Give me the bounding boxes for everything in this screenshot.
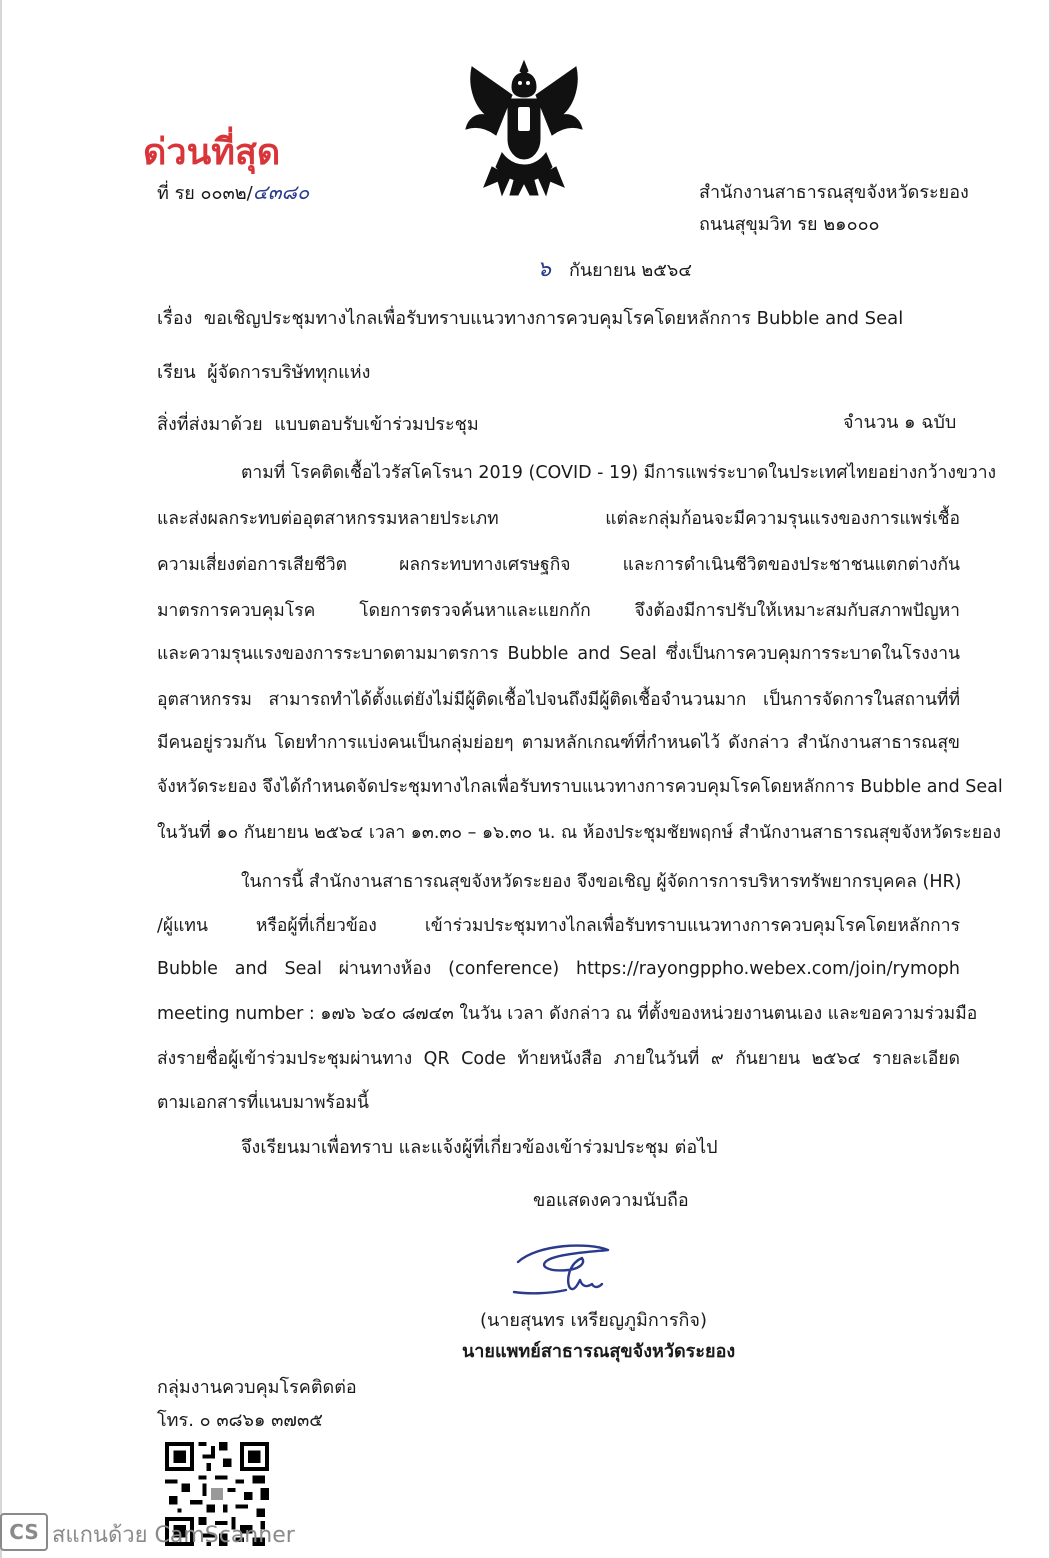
office-name: สำนักงานสาธารณสุขจังหวัดระยอง [699,182,969,203]
paragraph-1-line: ความเสี่ยงต่อการเสียชีวิต ผลกระทบทางเศรษฐกิจ และการดำเนินชีวิตของประชาชนแตกต่างกัน [157,555,960,575]
paragraph-2-line: ในการนี้ สำนักงานสาธารณสุขจังหวัดระยอง จึงขอเชิญ ผู้จัดการการบริหารทรัพยากรบุคคล (HR) [241,872,962,892]
garuda-emblem-icon [462,55,586,201]
contact-phone: โทร. ๐ ๓๘๖๑ ๓๗๓๕ [157,1410,323,1431]
subject-label: เรื่อง [157,308,193,329]
paragraph-2-line: /ผู้แทน หรือผู้ที่เกี่ยวข้อง เข้าร่วมประชุมทางไกลเพื่อรับทราบแนวทางการควบคุมโรคโดยหลักการ [157,916,960,936]
document-date [537,259,692,282]
recipient-line [157,362,370,384]
paragraph-1-line: ตามที่ โรคติดเชื้อไวรัสโคโรนา 2019 (COVID - 19) มีการแพร่ระบาดในประเทศไทยอย่างกว้างขวาง [241,463,997,483]
office-address: ถนนสุขุมวิท รย ๒๑๐๐๐ [699,214,880,235]
closing-line: จึงเรียนมาเพื่อทราบ และแจ้งผู้ที่เกี่ยวข้องเข้าร่วมประชุม ต่อไป [241,1137,718,1158]
paragraph-1-line: ในวันที่ ๑๐ กันยายน ๒๕๖๔ เวลา ๑๓.๓๐ – ๑๖.๓๐ น. ณ ห้องประชุมชัยพฤกษ์ สำนักงานสาธารณสุขจังหวัดระยอง [157,823,1002,843]
document-number-prefix: ที่ รย ๐๐๓๒/ [157,183,253,204]
enclosure-text: แบบตอบรับเข้าร่วมประชุม [274,414,479,435]
paragraph-2-line: ตามเอกสารที่แนบมาพร้อมนี้ [157,1093,369,1113]
date-day-handwritten: ๖ [537,257,551,282]
camscanner-watermark: สแกนด้วย CamScanner [52,1523,295,1548]
paragraph-1-line: และส่งผลกระทบต่ออุตสาหกรรมหลายประเภท แต่ละกลุ่มก้อนจะมีความรุนแรงของการแพร่เชื้อ [157,509,960,529]
contact-unit: กลุ่มงานควบคุมโรคติดต่อ [157,1377,357,1398]
date-month-year: กันยายน ๒๕๖๔ [568,260,692,281]
subject-line [157,308,903,330]
paragraph-1-line: มีคนอยู่รวมกัน โดยทำการแบ่งคนเป็นกลุ่มย่อยๆ ตามหลักเกณฑ์ที่กำหนดไว้ ดังกล่าว สำนักงานสาธารณสุข [157,733,960,753]
signatory-position: นายแพทย์สาธารณสุขจังหวัดระยอง [462,1341,736,1362]
document-number [157,181,309,205]
urgent-label: ด่วนที่สุด [143,131,281,173]
paragraph-2-line: meeting number : ๑๗๖ ๖๔๐ ๘๗๔๓ ในวัน เวลา ดังกล่าว ณ ที่ตั้งของหน่วยงานตนเอง และขอความร่วมมือ [157,1004,978,1024]
paragraph-1-line: อุตสาหกรรม สามารถทำได้ตั้งแต่ยังไม่มีผู้ติดเชื้อไปจนถึงมีผู้ติดเชื้อจำนวนมาก เป็นการจัดการในสถานที่ที่ [157,690,960,710]
paragraph-1-line: และความรุนแรงของการระบาดตามมาตรการ Bubble and Seal ซึ่งเป็นการควบคุมการระบาดในโรงงาน [157,644,960,664]
enclosure-line [157,414,479,436]
enclosure-label: สิ่งที่ส่งมาด้วย [157,414,263,435]
handwritten-signature [508,1232,618,1302]
recipient-label: เรียน [157,362,196,383]
signatory-name: (นายสุนทร เหรียญภูมิการกิจ) [480,1310,707,1331]
paragraph-1-line: มาตรการควบคุมโรค โดยการตรวจค้นหาและแยกกัก จึงต้องมีการปรับให้เหมาะสมกับสภาพปัญหา [157,601,960,621]
camscanner-logo-icon: CS [0,1513,48,1551]
document-number-handwritten: ๔๓๘๐ [252,180,310,204]
paragraph-1-line: จังหวัดระยอง จึงได้กำหนดจัดประชุมทางไกลเพื่อรับทราบแนวทางการควบคุมโรคโดยหลักการ Bubble and Seal [157,777,1003,797]
paragraph-2-line: ส่งรายชื่อผู้เข้าร่วมประชุมผ่านทาง QR Code ท้ายหนังสือ ภายในวันที่ ๙ กันยายน ๒๕๖๔ รายละเอียด [157,1049,960,1069]
subject-text: ขอเชิญประชุมทางไกลเพื่อรับทราบแนวทางการควบคุมโรคโดยหลักการ Bubble and Seal [203,308,904,329]
scan-edge-left [0,0,2,1558]
enclosure-quantity: จำนวน ๑ ฉบับ [843,412,957,433]
regards: ขอแสดงความนับถือ [533,1190,689,1211]
recipient-text: ผู้จัดการบริษัททุกแห่ง [207,362,371,383]
paragraph-2-line: Bubble and Seal ผ่านทางห้อง (conference) https://rayongppho.webex.com/join/rymoph [157,959,960,979]
